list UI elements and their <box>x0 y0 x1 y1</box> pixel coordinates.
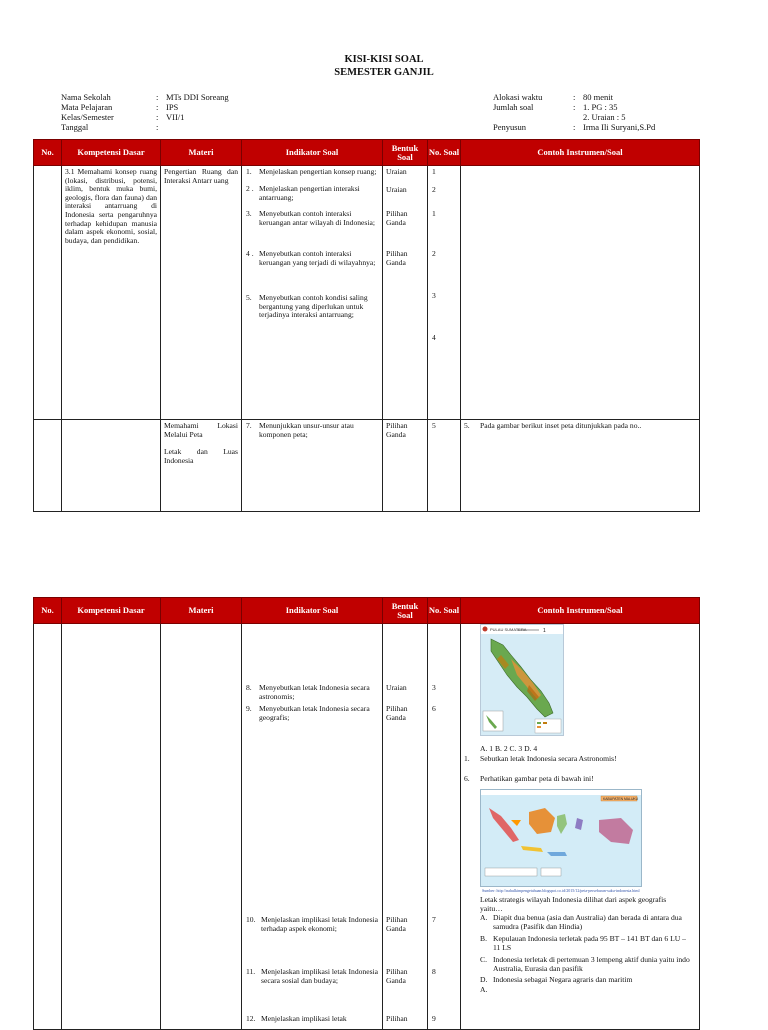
table-header-row <box>34 140 700 166</box>
header-contoh: Contoh Instrumen/Soal <box>461 140 700 166</box>
indikator-item: 7. Menunjukkan unsur-unsur atau komponen peta; <box>246 421 354 439</box>
cell-no <box>34 166 62 420</box>
svg-text:KABUPATEN MALUKU: KABUPATEN MALUKU <box>603 797 639 801</box>
table-row <box>34 166 700 420</box>
choice-item: C. Indonesia terletak di pertemuan 3 lempeng aktif dunia yaitu indo Australia, Eurasia dan pasifik <box>480 955 690 973</box>
cell-indikator <box>242 420 383 512</box>
indikator-item: 11. Menjelaskan implikasi letak Indonesia secara sosial dan budaya; <box>246 967 379 985</box>
header-materi: Materi <box>161 598 242 624</box>
indonesia-map-icon <box>481 790 641 886</box>
indikator-item: 4 . Menyebutkan contoh interaksi keruangan yang terjadi di wilayahnya; <box>246 249 376 267</box>
cell-contoh <box>461 420 700 512</box>
cell-kompetensi <box>62 624 161 1030</box>
header-bentuk: Bentuk Soal <box>383 140 428 166</box>
meta-row-class: Kelas/Semester : VII/1 <box>61 112 185 122</box>
header-kompetensi: Kompetensi Dasar <box>62 598 161 624</box>
meta-row-count: Jumlah soal : 1. PG : 35 <box>493 102 618 112</box>
indikator-item: 1. Menjelaskan pengertian konsep ruang; <box>246 167 377 176</box>
header-indikator: Indikator Soal <box>242 140 383 166</box>
svg-text:PULAU SUMATERA: PULAU SUMATERA <box>490 627 527 632</box>
question-item: 6. Perhatikan gambar peta di bawah ini! <box>464 774 594 783</box>
choice-item: A. Diapit dua benua (asia dan Australia) dan berada di antara dua samudra (Pasifik dan Hindia) <box>480 913 682 931</box>
cell-nosoal: 3 6 7 8 9 <box>428 624 461 1030</box>
indikator-item: 9. Menyebutkan letak Indonesia secara geografis; <box>246 704 370 722</box>
header-nosoal: No. Soal <box>428 140 461 166</box>
question-item: 1. Sebutkan letak Indonesia secara Astronomis! <box>464 754 617 763</box>
kisi-table-2 <box>33 597 700 1030</box>
cell-no <box>34 624 62 1030</box>
cell-nosoal: 1 2 1 2 3 4 <box>428 166 461 420</box>
header-kompetensi: Kompetensi Dasar <box>62 140 161 166</box>
indonesia-map-image <box>480 789 642 887</box>
header-bentuk: Bentuk Soal <box>383 598 428 624</box>
kisi-table-1 <box>33 139 700 512</box>
indikator-item: 8. Menyebutkan letak Indonesia secara astronomis; <box>246 683 370 701</box>
header-nosoal: No. Soal <box>428 598 461 624</box>
meta-right <box>493 92 655 132</box>
header-no: No. <box>34 140 62 166</box>
cell-contoh <box>461 624 700 1030</box>
meta-left <box>61 92 229 132</box>
meta-row-time: Alokasi waktu : 80 menit <box>493 92 613 102</box>
cell-materi: Pengertian Ruang dan Interaksi Antarr uang <box>161 166 242 420</box>
cell-bentuk: Uraian Pilihan Ganda Pilihan Ganda Pilihan Ganda Pilihan <box>383 624 428 1030</box>
cell-materi: Memahami Lokasi Melalui Peta Letak dan Luas Indonesia <box>161 420 242 512</box>
sumatra-map-image <box>480 624 564 736</box>
indikator-item: 12. Menjelaskan implikasi letak <box>246 1014 347 1023</box>
meta-row-count2: 2. Uraian : 5 <box>583 112 626 122</box>
header-indikator: Indikator Soal <box>242 598 383 624</box>
cell-indikator <box>242 624 383 1030</box>
indikator-item: 2 . Menjelaskan pengertian interaksi antarruang; <box>246 184 360 202</box>
choice-item: A. <box>480 985 488 994</box>
indikator-item: 10. Menjelaskan implikasi letak Indonesia terhadap aspek ekonomi; <box>246 915 379 933</box>
meta-row-subject: Mata Pelajaran : IPS <box>61 102 179 112</box>
cell-kompetensi <box>62 420 161 512</box>
header-materi: Materi <box>161 140 242 166</box>
document-subtitle: SEMESTER GANJIL <box>334 67 434 78</box>
options-line: A. 1 B. 2 C. 3 D. 4 <box>480 744 538 753</box>
map-source-caption: Sumber: http://nahulkimpengetahuan.blogspot.co.id/2015/12/peta-persebaran-suku-indonesia.html <box>482 888 640 893</box>
choice-item: D. Indonesia sebagai Negara agraris dan maritim <box>480 975 633 984</box>
cell-kompetensi: 3.1 Memahami konsep ruang (lokasi, distribusi, potensi, iklim, bentuk muka bumi, geologis, flora dan fauna) dan interaksi antarruang di Indonesia serta pengaruhnya terhadap kehidupan manusia dalam aspek ekonomi, sosial, budaya, dan pendidikan. <box>62 166 161 420</box>
indikator-item: 3. Menyebutkan contoh interaksi keruangan antar wilayah di Indonesia; <box>246 209 375 227</box>
table-row <box>34 624 700 1030</box>
question-stem: Letak strategis wilayah Indonesia dilihat dari aspek geografis yaitu… <box>480 895 667 913</box>
cell-nosoal: 5 <box>428 420 461 512</box>
cell-indikator <box>242 166 383 420</box>
header-no: No. <box>34 598 62 624</box>
sumatra-map-icon <box>481 625 563 735</box>
meta-row-author: Penyusun : Irma Ili Suryani,S.Pd <box>493 122 656 132</box>
choice-item: B. Kepulauan Indonesia terletak pada 95 BT – 141 BT dan 6 LU – 11 LS <box>480 934 686 952</box>
question-item: 5. Pada gambar berikut inset peta ditunjukkan pada no.. <box>464 421 642 430</box>
meta-row-date: Tanggal : <box>61 122 159 132</box>
table-row <box>34 420 700 512</box>
cell-bentuk: Pilihan Ganda <box>383 420 428 512</box>
cell-contoh <box>461 166 700 420</box>
table-header-row <box>34 598 700 624</box>
indikator-item: 5. Menyebutkan contoh kondisi saling bergantung yang diperlukan untuk terjadinya interaksi antarruang; <box>246 293 368 320</box>
svg-text:1: 1 <box>543 628 546 634</box>
document-title: KISI-KISI SOAL <box>344 54 424 65</box>
meta-row-school: Nama Sekolah : MTs DDI Soreang <box>61 92 229 102</box>
cell-bentuk: Uraian Uraian Pilihan Ganda Pilihan Ganda <box>383 166 428 420</box>
cell-no <box>34 420 62 512</box>
header-contoh: Contoh Instrumen/Soal <box>461 598 700 624</box>
cell-materi <box>161 624 242 1030</box>
